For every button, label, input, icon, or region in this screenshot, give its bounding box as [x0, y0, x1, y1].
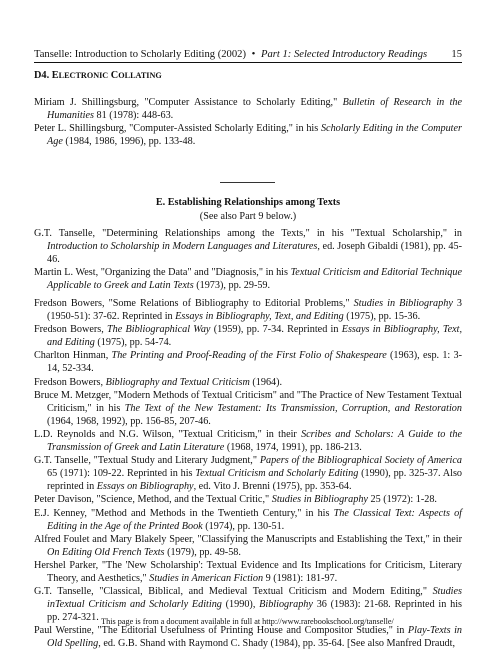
- entry-line: Also reprinted in Essays on Bibliography, ed. Vito J. Brenni (1975), pp. 353-64.: [47, 468, 463, 493]
- entry-line: (1964, 1968, 1992), pp. 156-85, 207-46.: [47, 415, 211, 427]
- entry-line: (1950-51): 37-62. Reprinted in Essays in Bibliography, Text, and Editing (1975), pp. 15-36.: [47, 311, 421, 323]
- bibliography-entry: [34, 559, 462, 585]
- page-number: 15: [451, 49, 462, 60]
- entry-line: and Editing (1975), pp. 54-74.: [47, 337, 172, 349]
- bibliography-entry: [34, 493, 462, 506]
- entry-line: Editing in the Age of the Printed Book (1974), pp. 130-51.: [47, 520, 285, 532]
- bibliography-entry: [34, 624, 462, 650]
- entry-line: Criticism," in his The Text of the New Testament: Its Transmission, Corruption, and Restoration: [47, 402, 462, 414]
- section-e-subtitle: (See also Part 9 below.): [199, 210, 297, 222]
- bibliography-entry: [34, 349, 462, 375]
- header-rule: [34, 62, 462, 63]
- entry-line: Bibliography 36 (1983): 21-68. Reprinted in his: [259, 599, 463, 611]
- bibliography-entry: Miriam J. Shillingsburg, "Computer Assistance to Scholarly Editing," Bulletin of Research in the Humanities 81 (1978): 448-63.: [34, 97, 463, 122]
- header-separator: •: [251, 49, 256, 60]
- bibliography-entry: [34, 507, 462, 533]
- entry-line: Hershel Parker, "The 'New Scholarship': Textual Evidence and Its Implications for Criticism, Literary: [34, 559, 462, 571]
- section-e-title: E. Establishing Relationships among Texts: [155, 197, 341, 208]
- entry-line: Fredson Bowers, The Bibliographical Way (1959), pp. 7-34. Reprinted in Essays in Bibliography, Text,: [34, 324, 463, 336]
- section-e-heading: [34, 196, 462, 223]
- bibliography-entry: [34, 376, 462, 389]
- entry-line: Bruce M. Metzger, "Modern Methods of Textual Criticism" and "The Practice of New Testament Textual: [34, 389, 462, 401]
- entry-line: Charlton Hinman, The Printing and Proof-Reading of the First Folio of Shakespeare (1963), esp. 1: 3-14,: [34, 350, 462, 375]
- entry-line: Spelling, ed. G.B. Shand with Raymond C. Shady (1984), pp. 35-64. [See also Manfred Draudt,: [64, 638, 456, 650]
- section-divider: [220, 182, 275, 183]
- page-footer: This page is from a document available in full at http://www.rarebookschool.org/tanselle/: [101, 617, 394, 626]
- entry-line: E.J. Kenney, "Method and Methods in the Twentieth Century," in his The Classical Text: Aspects of: [34, 507, 462, 519]
- entry-line: Transmission of Greek and Latin Literature (1968, 1974, 1991), pp. 186-213.: [47, 442, 362, 454]
- entry-line: Fredson Bowers, "Some Relations of Bibliography to Editorial Problems," Studies in Bibliography 3: [34, 298, 462, 309]
- entry-line: Theory, and Aesthetics," Studies in American Fiction 9 (1981): 181-97.: [47, 572, 338, 584]
- entry-line: Peter Davison, "Science, Method, and the Textual Critic," Studies in Bibliography 25 (1972): 1-28.: [34, 494, 437, 506]
- bibliography-entry: Martin L. West, "Organizing the Data" and "Diagnosis," in his Textual Criticism and Editorial Technique Applicable to Greek and Latin Texts (1973), pp. 29-59.: [34, 267, 463, 292]
- section-d4-heading: D4. ELECTRONIC COLLATING: [34, 70, 162, 81]
- entry-line: G.T. Tanselle, "Textual Study and Literary Judgment," Papers of the Bibliographical Society of America: [34, 455, 462, 467]
- bibliography-entry: [34, 533, 462, 559]
- bibliography-entry: [34, 297, 462, 323]
- entry-line: Paul Werstine, "The Editorial Usefulness of Printing House and Compositor Studies," in Play-Texts in Old: [34, 625, 463, 650]
- entry-line: G.T. Tanselle, "Classical, Biblical, and Medieval Textual Criticism and Modern Editing," Studies inTextual Criticism and Scholarly Editing (1990),: [34, 586, 462, 611]
- entry-line: 52-334.: [62, 363, 94, 375]
- section-e-entries-a: [34, 227, 462, 292]
- bibliography-entry: [34, 389, 462, 428]
- bibliography-entry: [34, 454, 462, 493]
- bibliography-entry: G.T. Tanselle, "Determining Relationships among the Texts," in his "Textual Scholarship," in Introduction to Scholarship in Modern Languages and Literatures, ed. Joseph Gibaldi (1981), pp. 45-46.: [34, 228, 462, 266]
- entry-line: On Editing Old French Texts (1979), pp. 49-58.: [47, 546, 241, 558]
- entry-line: Fredson Bowers, Bibliography and Textual Criticism (1964).: [34, 376, 283, 388]
- bibliography-entry: [34, 428, 462, 454]
- entry-line: L.D. Reynolds and N.G. Wilson, "Textual Criticism," in their Scribes and Scholars: A Guide to the: [34, 428, 462, 440]
- bibliography-entry: Peter L. Shillingsburg, "Computer-Assisted Scholarly Editing," in his Scholarly Editing in the Computer Age (1984, 1986, 1996), pp. 133-48.: [34, 123, 463, 148]
- header-part: Part 1: Selected Introductory Readings: [261, 49, 428, 60]
- section-d4-entries: [34, 96, 462, 148]
- entry-line: pp. 274-321.: [47, 612, 99, 624]
- header-title: Tanselle: Introduction to Scholarly Editing (2002): [34, 49, 246, 60]
- section-e-entries-b: [34, 297, 462, 651]
- entry-line: Alfred Foulet and Mary Blakely Speer, "Classifying the Manuscripts and Establishing the Text," in their: [34, 533, 462, 545]
- entry-line: 65 (1971): 109-22. Reprinted in his Textual Criticism and Scholarly Editing (1990), pp. 325-37.: [47, 468, 441, 480]
- bibliography-entry: [34, 323, 462, 349]
